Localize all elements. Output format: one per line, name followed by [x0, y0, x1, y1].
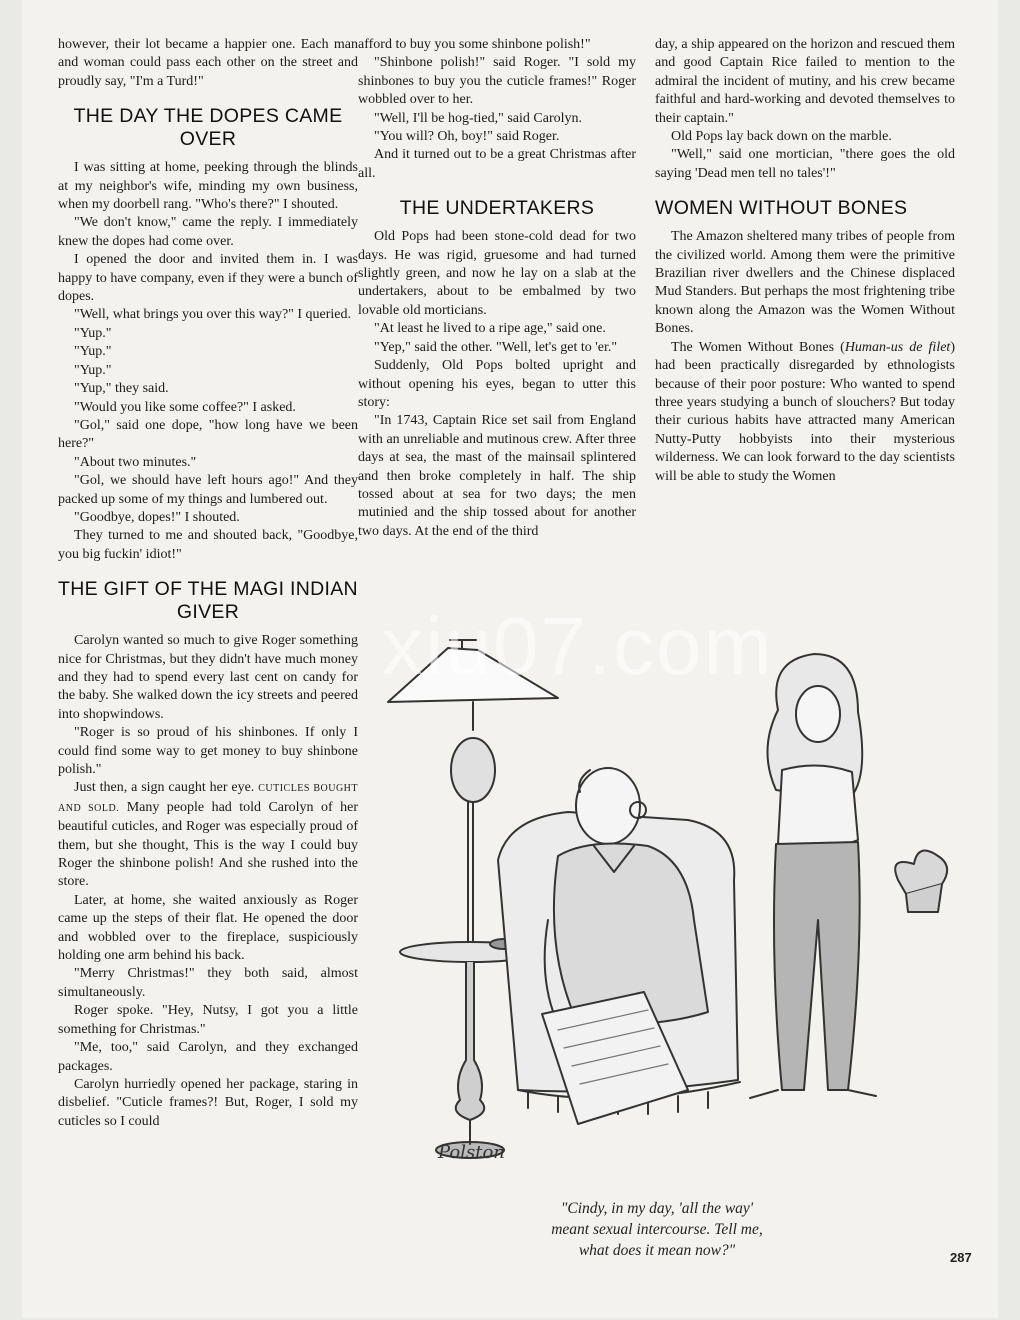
dopes-paragraph: I opened the door and invited them in. I was happy to have company, even if they were a bunch of dopes. [58, 252, 358, 305]
cartoon-caption [492, 1198, 822, 1261]
dopes-paragraph: They turned to me and shouted back, "Goodbye, you big fuckin' idiot!" [58, 528, 358, 562]
dopes-paragraph: "Yup." [74, 344, 112, 360]
women-text: The Women Without Bones ( [671, 339, 845, 355]
women-paragraph [655, 339, 955, 486]
undertakers-paragraph: day, a ship appeared on the horizon and rescued them and good Captain Rice failed to mention to the admiral the incident of mutiny, and his crew became faithful and hard-working and devoted themselves to their captain." [655, 37, 955, 126]
magi-paragraph: afford to buy you some shinbone polish!" [358, 37, 591, 52]
women-paragraph: The Amazon sheltered many tribes of people from the civilized world. Among them were the primitive Brazilian river dwellers and the Chinese displaced Mud Standers. But perhaps the most frightening tribe known along the Amazon was the Women Without Bones. [655, 229, 955, 337]
dopes-paragraph: "Yup." [74, 325, 112, 341]
magi-paragraph: Later, at home, she waited anxiously as Roger came up the steps of their flat. He opened the door and wobbled over to the fireplace, suspiciously holding one arm behind his back. [58, 892, 358, 964]
column-3 [655, 36, 955, 486]
magi-sign-pre: Just then, a sign caught her eye. [74, 780, 255, 796]
column-2 [358, 36, 636, 541]
magi-paragraph: "Merry Christmas!" they both said, almost simultaneously. [58, 966, 358, 1000]
caption-line: "Cindy, in my day, 'all the way' [560, 1200, 754, 1217]
undertakers-paragraph: Old Pops had been stone-cold dead for two days. He was rigid, gruesome and had turned slightly green, and now he lay on a slab at the undertakers, about to be embalmed by two lovable old morticians. [358, 229, 636, 318]
magi-paragraph: "You will? Oh, boy!" said Roger. [374, 129, 560, 145]
dopes-paragraph: "Yup." [74, 362, 112, 378]
magi-paragraph: "Well, I'll be hog-tied," said Carolyn. [374, 110, 583, 126]
dopes-paragraph: "Would you like some coffee?" I asked. [74, 399, 296, 415]
magi-paragraph: "Shinbone polish!" said Roger. "I sold my shinbones to buy you the cuticle frames!" Roger wobbled over to her. [358, 55, 636, 108]
heading-women: WOMEN WITHOUT BONES [655, 197, 908, 220]
undertakers-paragraph: "Well," said one mortician, "there goes the old saying 'Dead men tell no tales'!" [655, 147, 955, 181]
heading-dopes: THE DAY THE DOPES CAME OVER [73, 105, 343, 151]
watermark: xiu07.com [382, 601, 774, 692]
dopes-paragraph: "Well, what brings you over this way?" I queried. [74, 307, 352, 323]
magazine-page [22, 0, 998, 1318]
magi-paragraph: And it turned out to be a great Christmas after all. [358, 147, 636, 181]
dopes-paragraph: "Yup," they said. [74, 381, 169, 397]
heading-magi: THE GIFT OF THE MAGI INDIAN GIVER [58, 578, 358, 624]
magi-paragraph: Carolyn wanted so much to give Roger something nice for Christmas, but they didn't have much money and they had to spend every last cent on candy for the baby. She walked down the icy streets and peered into shopwindows. [58, 633, 358, 722]
dopes-paragraph: I was sitting at home, peeking through the blinds at my neighbor's wife, minding my own business, when my doorbell rang. "Who's there?" I shouted. [58, 160, 358, 213]
dopes-paragraph: "Gol," said one dope, "how long have we been here?" [58, 417, 358, 452]
woman-legs [774, 842, 860, 1090]
woman-head [796, 686, 840, 742]
undertakers-paragraph: "In 1743, Captain Rice set sail from England with an unreliable and mutinous crew. After three days at sea, the mast of the mainsail splintered and then broke completely in half. The ship tossed about at sea for two days; the men mutinied and the ship tossed about for another two days. At the end of the third [358, 413, 636, 539]
page-number: 287 [950, 1250, 972, 1265]
dopes-paragraph: "Gol, we should have left hours ago!" And they packed up some of my things and lumbered out. [58, 473, 358, 507]
women-text: ) had been practically disregarded by ethnologists because of their poor posture: Who wanted to spend three years studying a bunch of slouchers? But today their curious habits have attracted many American Nutty-Putty hobbyists into their mysterious wilderness. We can look forward to the day scientists will be able to study the Women [655, 339, 955, 484]
lamp-shade [388, 648, 558, 702]
cartoon-illustration [358, 620, 958, 1210]
caption-line: what does it mean now?" [578, 1242, 736, 1259]
undertakers-paragraph: Suddenly, Old Pops bolted upright and without opening his eyes, began to utter this story: [358, 358, 636, 410]
undertakers-paragraph: Old Pops lay back down on the marble. [671, 129, 892, 145]
magi-paragraph: "Roger is so proud of his shinbones. If only I could find some way to get money to buy shinbone polish." [58, 725, 358, 777]
magi-paragraph: Carolyn hurriedly opened her package, staring in disbelief. "Cuticle frames?! But, Roger, I sold my cuticles so I could [58, 1076, 358, 1129]
dopes-paragraph: "We don't know," came the reply. I immediately knew the dopes had come over. [58, 215, 358, 249]
woman-body [778, 765, 858, 847]
undertakers-paragraph: "At least he lived to a ripe age," said one. [374, 321, 606, 337]
dopes-paragraph: "About two minutes." [74, 454, 197, 470]
undertakers-paragraph: "Yep," said the other. "Well, let's get to 'er." [374, 339, 618, 355]
magi-paragraph: Roger spoke. "Hey, Nutsy, I got you a little something for Christmas." [58, 1003, 358, 1037]
magi-paragraph [58, 779, 358, 891]
column-1 [58, 36, 358, 1131]
cartoonist-signature: Polston [438, 1142, 505, 1163]
latin-name: Human-us de filet [844, 339, 951, 355]
lamp-bulb [451, 738, 495, 802]
caption-line: meant sexual intercourse. Tell me, [551, 1221, 763, 1238]
intro-paragraph: however, their lot became a happier one. Each man and woman could pass each other on the street and proudly say, "I'm a Turd!" [58, 37, 358, 89]
heading-undertakers: THE UNDERTAKERS [399, 197, 595, 220]
dopes-paragraph: "Goodbye, dopes!" I shouted. [74, 509, 240, 525]
magi-paragraph: "Me, too," said Carolyn, and they exchanged packages. [58, 1040, 358, 1074]
magi-sign-post: Many people had told Carolyn of her beautiful cuticles, and Roger was especially proud of them, but she thought, This is the way I could buy Roger the shinbone polish! And she rushed into the store. [58, 799, 358, 890]
shop-sign-text: CUTICLES BOUGHT AND SOLD. [58, 783, 359, 814]
